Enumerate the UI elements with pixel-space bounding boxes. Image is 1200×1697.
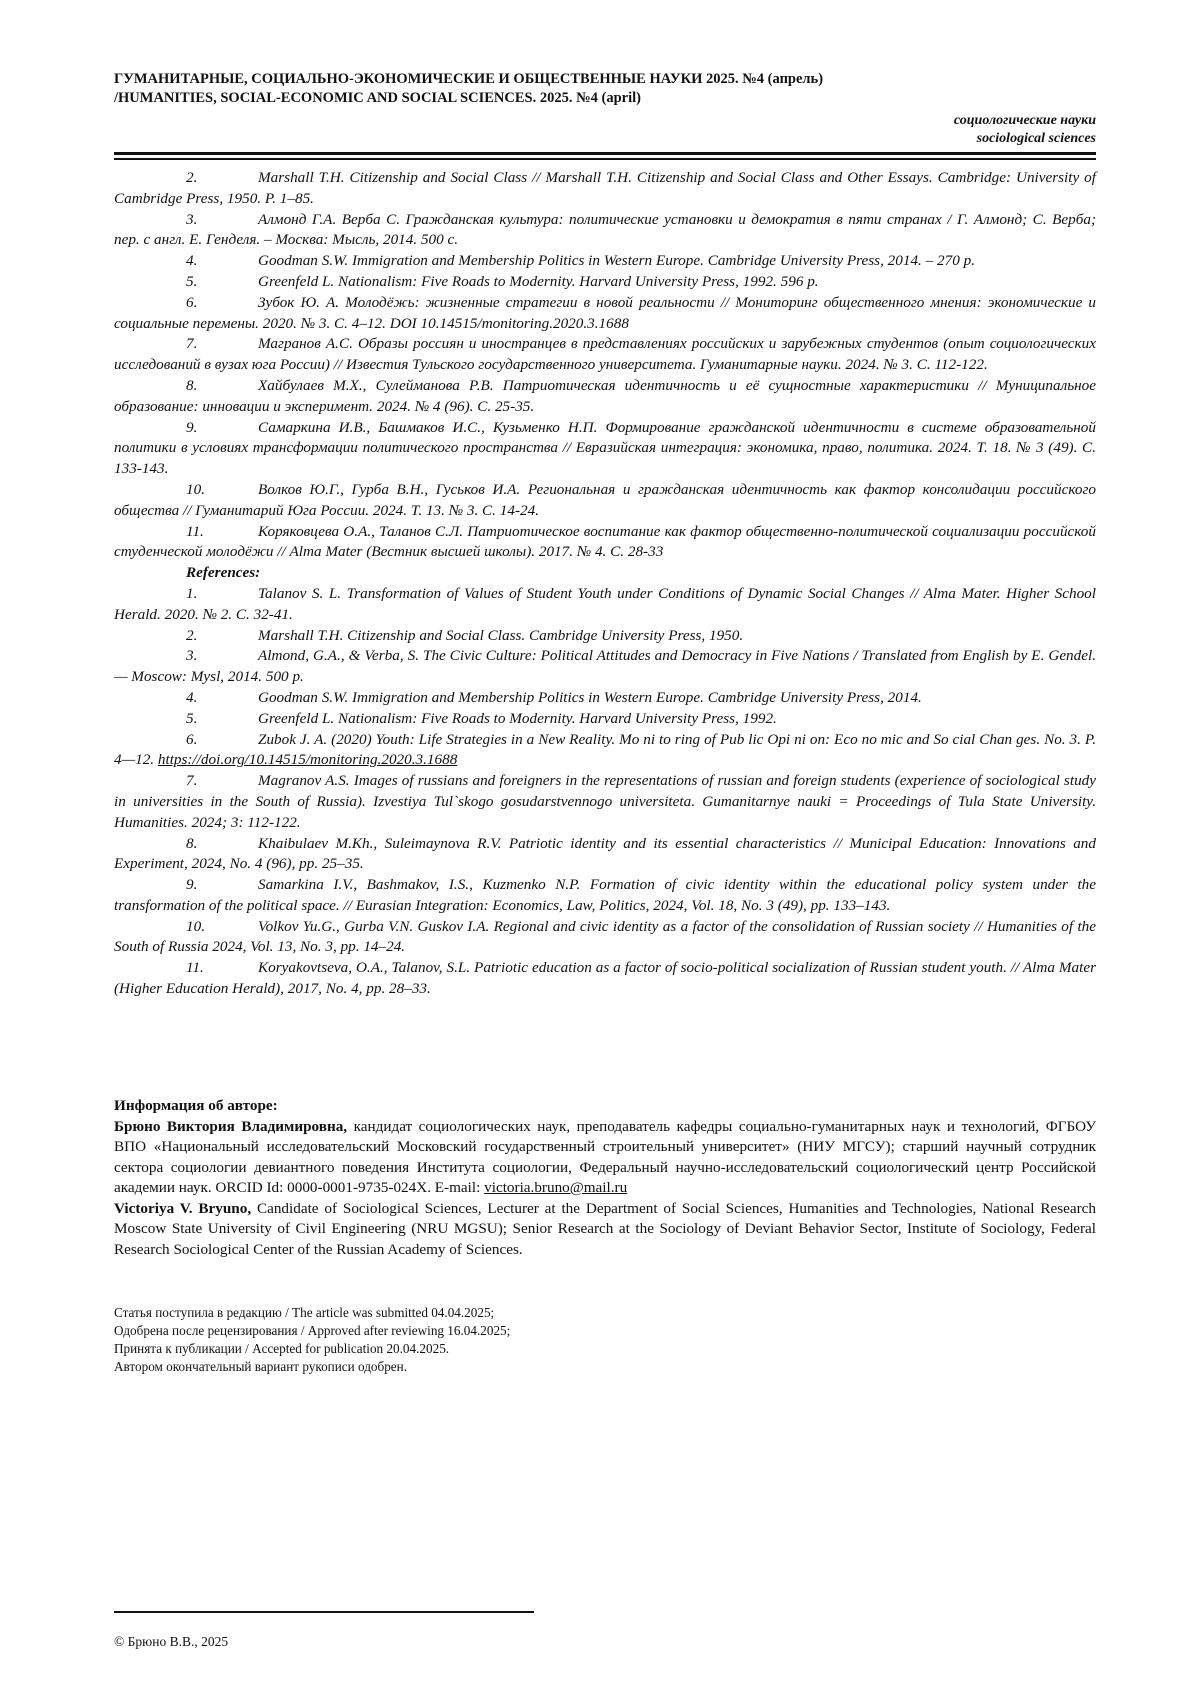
reference-text: Goodman S.W. Immigration and Membership Politics in Western Europe. Cambridge University Press, 2014. [258,688,922,706]
reference-item [114,418,1096,480]
author-email-link[interactable]: victoria.bruno@mail.ru [484,1179,628,1196]
journal-header [114,70,1096,108]
journal-title-ru: ГУМАНИТАРНЫЕ, СОЦИАЛЬНО-ЭКОНОМИЧЕСКИЕ И ОБЩЕСТВЕННЫЕ НАУКИ 2025. №4 (апрель) [114,71,824,87]
reference-text: Самаркина И.В., Башмаков И.С., Кузьменко Н.П. Формирование гражданской идентичности в системе образовательной политики в условиях трансформации политического пространства // Евразийская интеграция: экономика, право, политика. 2024. Т. 18. № 3 (49). С. 133-143. [114,418,1096,478]
reference-text: Almond, G.A., & Verba, S. The Civic Culture: Political Attitudes and Democracy in Five Nations / Translated from English by E. Gendel. — Moscow: Mysl, 2014. 500 p. [114,647,1096,686]
reference-item [114,376,1096,418]
reference-doi-link[interactable]: https://doi.org/10.14515/monitoring.2020.3.1688 [157,751,458,769]
reference-number: 3. [186,647,198,665]
reference-text: Khaibulaev M.Kh., Suleimaynova R.V. Patriotic identity and its essential characteristics // Municipal Education: Innovations and Experiment, 2024, No. 4 (96), pp. 25–35. [114,834,1096,873]
reference-text: Greenfeld L. Nationalism: Five Roads to Modernity. Harvard University Press, 1992. [258,709,777,727]
author-info [114,1096,1096,1260]
section-label-ru: социологические науки [953,113,1096,128]
reference-item [114,293,1096,335]
author-name-ru: Брюно Виктория Владимировна, [114,1117,348,1135]
author-bio-ru-text: кандидат социологических наук, преподаватель кафедры социально-гуманитарных наук и технологий, ФГБОУ ВПО «Национальный исследовательский Московский государственный строительный университет» (НИУ МГСУ); старший научный сотрудник сектора социологии девиантного поведения Института социологии, Федеральный научно-исследовательский социологический центр Российской академии наук. ORCID Id: 0000-0001-9735-024X. E-mail: [114,1117,1096,1196]
reference-text: Koryakovtseva, O.A., Talanov, S.L. Patriotic education as a factor of socio-political socialization of Russian student youth. // Alma Mater (Higher Education Herald), 2017, No. 4, pp. 28–33. [114,959,1096,998]
reference-item [114,626,1096,647]
reference-item [114,272,1096,293]
reference-text: Магранов А.С. Образы россиян и иностранцев в представлениях российских и зарубежных студентов (опыт социологических исследований в вузах юга России) // Известия Тульского государственного университета. Гуманитарные науки. 2024. № 3. С. 112-122. [114,335,1096,374]
reference-text: Хайбулаев М.Х., Сулейманова Р.В. Патриотическая идентичность и её сущностные характеристики // Муниципальное образование: инновации и эксперимент. 2024. № 4 (96). С. 25-35. [114,376,1096,415]
reference-text: Samarkina I.V., Bashmakov, I.S., Kuzmenko N.P. Formation of civic identity within the educational policy system under the transformation of the political space. // Eurasian Integration: Economics, Law, Politics, 2024, Vol. 18, No. 3 (49), pp. 133–143. [114,876,1096,914]
header-rule-thick [114,152,1096,155]
reference-item [114,168,1096,210]
date-accepted: Принята к публикации / Accepted for publication 20.04.2025. [114,1341,450,1356]
copyright: © Брюно В.В., 2025 [114,1634,229,1649]
reference-number: 11. [186,959,204,977]
reference-number: 10. [186,480,205,498]
journal-title-en: /HUMANITIES, SOCIAL-ECONOMIC AND SOCIAL SCIENCES. 2025. №4 (april) [114,90,641,106]
reference-number: 10. [186,917,205,935]
reference-text: Talanov S. L. Transformation of Values of Student Youth under Conditions of Dynamic Social Changes // Alma Mater. Higher School Herald. 2020. № 2. С. 32-41. [114,584,1096,623]
reference-text: Коряковцева О.А., Таланов С.Л. Патриотическое воспитание как фактор общественно-политической социализации российской студенческой молодёжи // Alma Mater (Вестник высшей школы). 2017. № 4. С. 28-33 [114,522,1096,561]
reference-item [114,771,1096,833]
author-bio-en-text: Candidate of Sociological Sciences, Lecturer at the Department of Social Sciences, Humanities and Technologies, National Research Moscow State University of Civil Engineering (NRU MGSU); Senior Research at the Sociology of Deviant Behavior Sector, Institute of Sociology, Federal Research Sociological Center of the Russian Academy of Sciences. [114,1199,1096,1258]
reference-item [114,522,1096,564]
reference-text: Zubok J. A. (2020) Youth: Life Strategies in a New Reality. Mo ni to ring of Pub lic Opi ni on: Eco no mic and So cial Chan ges. No. 3. P. 4—12. [114,730,1096,769]
reference-item [114,709,1096,730]
reference-number: 11. [186,522,204,540]
author-name-en: Victoriya V. Bryuno, [114,1199,252,1217]
header-rule-thin [114,158,1096,160]
reference-number: 5. [186,272,198,290]
section-label [954,112,1096,148]
reference-number: 6. [186,730,198,748]
footnote-rule [114,1611,534,1613]
reference-text: Greenfeld L. Nationalism: Five Roads to Modernity. Harvard University Press, 1992. 596 p. [258,272,819,290]
reference-number: 9. [186,418,198,436]
author-info-heading: Информация об авторе: [114,1097,278,1114]
reference-item [114,688,1096,709]
reference-text: Marshall T.H. Citizenship and Social Class. Cambridge University Press, 1950. [258,626,744,644]
reference-text: Magranov A.S. Images of russians and foreigners in the representations of russian and foreign students (experience of sociological study in universities in the South of Russia). Izvestiya Tul`skogo gosudarstvennogo universiteta. Gumanitarnye nauki = Proceedings of Tula State University. Humanities. 2024; 3: 112-122. [114,772,1096,831]
reference-number: 6. [186,293,198,311]
reference-number: 5. [186,709,198,727]
reference-item [114,917,1096,959]
reference-text: Зубок Ю. А. Молодёжь: жизненные стратегии в новой реальности // Мониторинг общественного мнения: экономические и социальные перемены. 2020. № 3. С. 4–12. DOI 10.14515/monitoring.2020.3.1688 [114,293,1096,332]
reference-text: Volkov Yu.G., Gurba V.N. Guskov I.A. Regional and civic identity as a factor of the consolidation of Russian society // Humanities of the South of Russia 2024, Vol. 13, No. 3, pp. 14–24. [114,917,1096,956]
author-bio-ru [114,1117,1096,1199]
references-block [114,168,1096,1000]
author-bio-en [114,1199,1096,1261]
reference-number: 4. [186,252,198,270]
manuscript-approval: Автором окончательный вариант рукописи одобрен. [114,1359,408,1374]
reference-number: 9. [186,876,198,894]
reference-text: Marshall T.H. Citizenship and Social Class // Marshall T.H. Citizenship and Social Class and Other Essays. Cambridge: University of Cambridge Press, 1950. P. 1–85. [114,169,1096,207]
date-approved: Одобрена после рецензирования / Approved after reviewing 16.04.2025; [114,1323,511,1338]
reference-text: Goodman S.W. Immigration and Membership Politics in Western Europe. Cambridge University Press, 2014. – 270 p. [258,252,975,270]
reference-number: 3. [186,210,198,228]
reference-text: Волков Ю.Г., Гурба В.Н., Гуськов И.А. Региональная и гражданская идентичность как фактор консолидации российского общества // Гуманитарий Юга России. 2024. Т. 13. № 3. С. 14-24. [114,480,1096,519]
section-label-en: sociological sciences [976,131,1096,146]
references-en-list [114,584,1096,1000]
reference-number: 7. [186,772,198,790]
reference-item [114,730,1096,772]
reference-number: 8. [186,834,198,852]
reference-number: 2. [186,169,198,186]
reference-number: 2. [186,626,198,644]
references-heading: References: [186,564,261,582]
reference-item [114,834,1096,876]
reference-number: 8. [186,376,198,394]
article-dates [114,1304,1096,1376]
reference-item [114,875,1096,917]
reference-item [114,334,1096,376]
reference-number: 4. [186,688,198,706]
reference-item [114,480,1096,522]
reference-item [114,584,1096,626]
reference-item [114,646,1096,688]
references-ru-list [114,168,1096,563]
reference-number: 7. [186,335,198,353]
reference-item [114,958,1096,1000]
reference-text: Алмонд Г.А. Верба С. Гражданская культура: политические установки и демократия в пяти странах / Г. Алмонд; С. Верба; пер. с англ. Е. Генделя. – Москва: Мысль, 2014. 500 с. [114,210,1096,249]
reference-item [114,251,1096,272]
reference-item [114,210,1096,252]
date-submitted: Статья поступила в редакцию / The article was submitted 04.04.2025; [114,1305,495,1320]
reference-number: 1. [186,584,198,602]
